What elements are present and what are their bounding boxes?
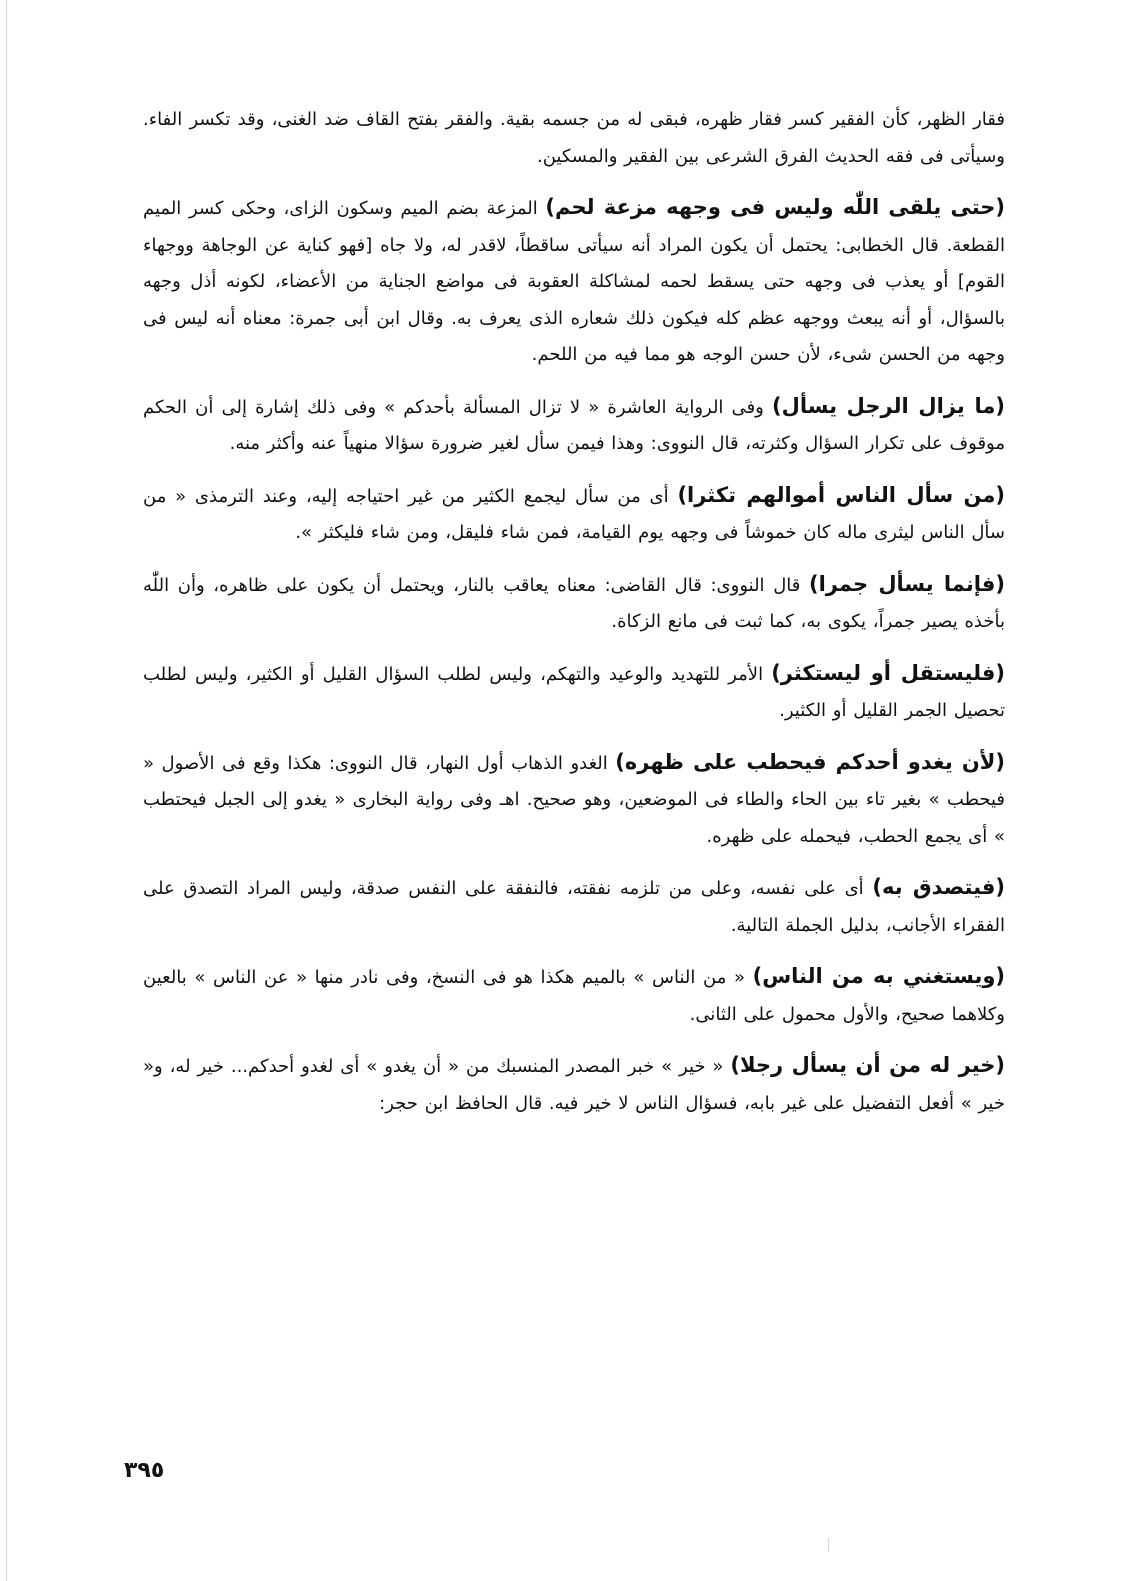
paragraph-body: قال النووى: قال القاضى: معناه يعاقب بالنار، ويحتمل أن يكون على ظاهره، وأن اللّٰه بأخذه يصير جمراً، يكوى به، كما ثبت فى مانع الزكاة. — [143, 574, 1005, 632]
scan-mark — [828, 1538, 829, 1552]
paragraph-intro — [143, 100, 1005, 175]
paragraph-body: أى على نفسه، وعلى من تلزمه نفقته، فالنفقة على النفس صدقة، وليس المراد التصدق على الفقراء الأجانب، بدليل الجملة التالية. — [143, 878, 1005, 936]
page-number: ٣٩٥ — [124, 1458, 165, 1483]
paragraph-yaghdu — [143, 744, 1005, 856]
paragraph-heading: (فليستقل أو ليستكثر) — [771, 660, 1006, 685]
paragraph-yazal — [143, 388, 1005, 463]
paragraph-mazaa — [143, 189, 1005, 374]
paragraph-body: فقار الظهر، كأن الفقير كسر فقار ظهره، فبقى له من جسمه بقية. والفقر بفتح القاف ضد الغنى، وقد تكسر الفاء. وسيأتى فى فقه الحديث الفرق الشرعى بين الفقير والمسكين. — [143, 109, 1005, 167]
paragraph-takathuran — [143, 477, 1005, 552]
paragraph-heading: (لأن يغدو أحدكم فيحطب على ظهره) — [615, 749, 1005, 774]
paragraph-heading: (حتى يلقى اللّٰه وليس فى وجهه مزعة لحم) — [545, 195, 1006, 219]
paragraph-body: وفى الرواية العاشرة « لا تزال المسألة بأحدكم » وفى ذلك إشارة إلى أن الحكم موقوف على تكرار السؤال وكثرته، قال النووى: وهذا فيمن سأل لغير ضرورة سؤالا منهياً عنه وأكثر منه. — [143, 396, 1005, 454]
paragraph-body: « من الناس » بالميم هكذا هو فى النسخ، وفى نادر منها « عن الناس » بالعين وكلاهما صحيح، والأول محمول على الثانى. — [143, 967, 1005, 1025]
paragraph-khayrun — [143, 1047, 1005, 1122]
paragraph-body: « خير » خبر المصدر المنسبك من « أن يغدو » أى لغدو أحدكم... خير له، و« خير » أفعل التفضيل على غير بابه، فسؤال الناس لا خير فيه. قال الحافظ ابن حجر: — [143, 1056, 1005, 1114]
paragraph-heading: (ما يزال الرجل يسأل) — [772, 393, 1005, 418]
paragraph-body: أى من سأل ليجمع الكثير من غير احتياجه إليه، وعند الترمذى « من سأل الناس ليثرى ماله كان خموشاً فى وجهه يوم القيامة، فمن شاء فليقل، ومن شاء فليكثر ». — [143, 485, 1005, 543]
paragraph-heading: (فيتصدق به) — [872, 875, 1005, 899]
paragraph-heading: (ويستغني به من الناس) — [752, 964, 1005, 988]
scan-edge-line — [6, 0, 7, 1581]
paragraph-body: الأمر للتهديد والوعيد والتهكم، وليس لطلب السؤال القليل أو الكثير، وليس لطلب تحصيل الجمر القليل أو الكثير. — [143, 663, 1005, 721]
paragraph-falyastaqil — [143, 655, 1005, 730]
page-text — [143, 100, 1005, 1136]
paragraph-heading: (فإنما يسأل جمرا) — [809, 571, 1005, 596]
paragraph-body: الغدو الذهاب أول النهار، قال النووى: هكذا وقع فى الأصول « فيحطب » بغير تاء بين الحاء والطاء فى الموضعين، وهو صحيح. اهـ وفى رواية البخارى « يغدو إلى الجبل فيحتطب » أى يجمع الحطب، فيحمله على ظهره. — [143, 752, 1005, 847]
paragraph-heading: (خير له من أن يسأل رجلا) — [730, 1053, 1005, 1077]
paragraph-yastaghni — [143, 958, 1005, 1033]
paragraph-heading: (من سأل الناس أموالهم تكثرا) — [677, 482, 1006, 507]
paragraph-fayatasaddaq — [143, 869, 1005, 944]
paragraph-jamran — [143, 566, 1005, 641]
paragraph-body: المزعة بضم الميم وسكون الزاى، وحكى كسر الميم القطعة. قال الخطابى: يحتمل أن يكون المراد أنه سيأتى ساقطاً، لاقدر له، ولا جاه [فهو كناية عن الوجاهة ووجهاء القوم] أو يعذب فى وجهه حتى يسقط لحمه لمشاكلة العقوبة فى مواضع الجناية من الأعضاء، لكونه أذل وجهه بالسؤال، أو أنه يبعث ووجهه عظم كله فيكون ذلك شعاره الذى يعرف به. وقال ابن أبى جمرة: معناه أنه ليس فى وجهه من الحسن شىء، لأن حسن الوجه هو مما فيه من اللحم. — [143, 198, 1005, 365]
